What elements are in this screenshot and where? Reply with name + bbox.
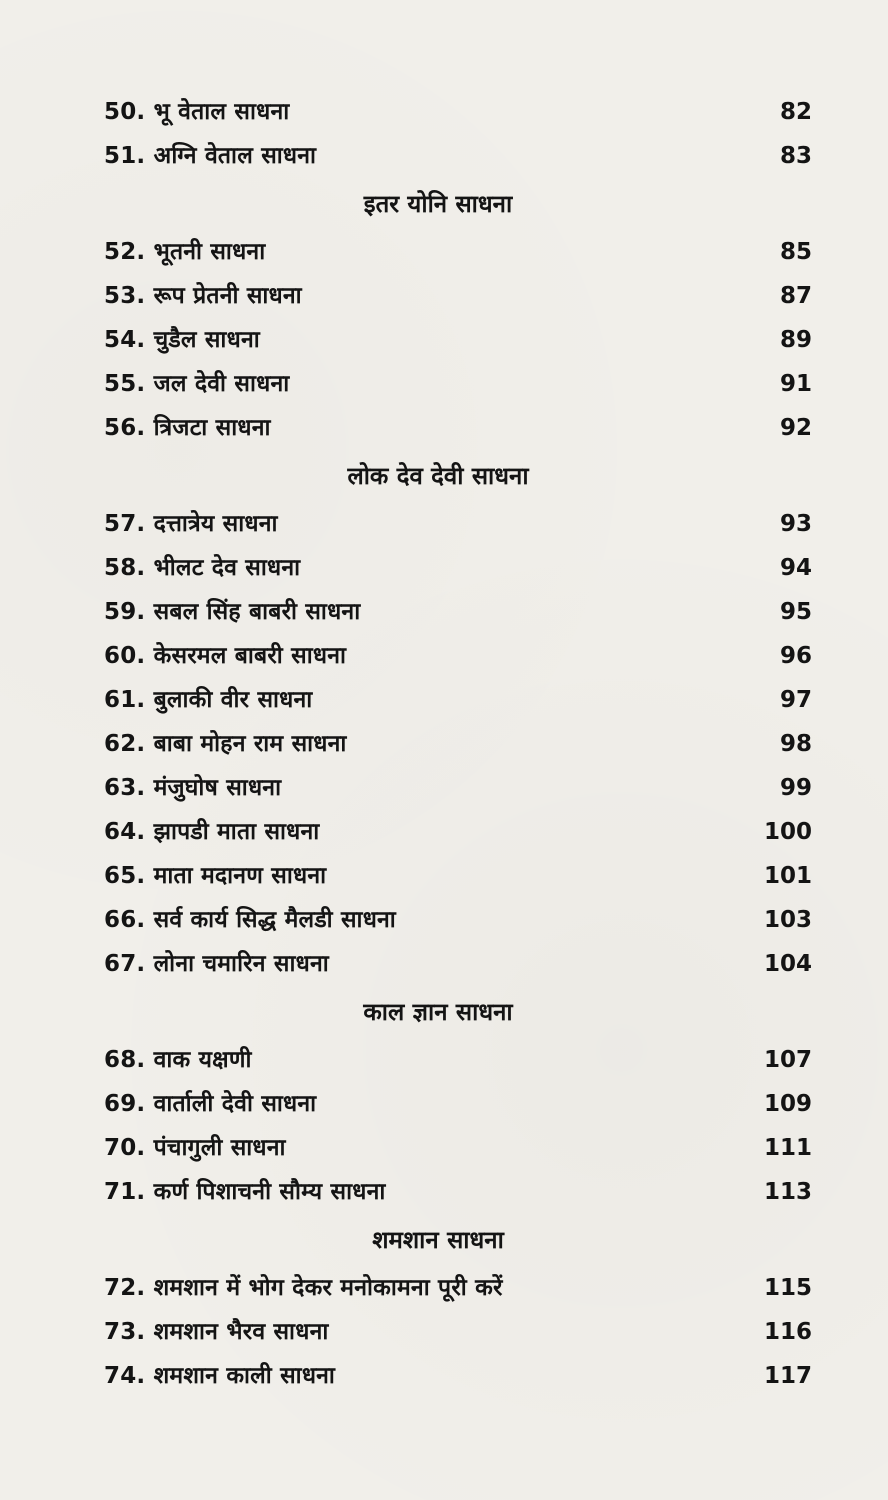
toc-entry-number: 74. bbox=[104, 1363, 146, 1389]
toc-entry-title bbox=[104, 854, 326, 898]
toc-entry-page-number: 100 bbox=[763, 819, 812, 845]
toc-entry bbox=[104, 898, 812, 942]
toc-entry-text: वाक यक्षणी bbox=[153, 1047, 252, 1073]
toc-entry bbox=[104, 1310, 812, 1354]
toc-entry bbox=[104, 1126, 812, 1170]
toc-entry bbox=[104, 134, 812, 178]
toc-entry-number: 73. bbox=[104, 1319, 146, 1345]
toc-entry-page-number: 87 bbox=[779, 283, 812, 309]
toc-entry bbox=[104, 502, 812, 546]
toc-entry-page-number: 82 bbox=[779, 99, 812, 125]
toc-entry-text: भीलट देव साधना bbox=[153, 555, 301, 581]
toc-entry bbox=[104, 942, 812, 986]
toc-entry bbox=[104, 546, 812, 590]
toc-entry bbox=[104, 722, 812, 766]
toc-entry-title bbox=[104, 1266, 503, 1310]
toc-entry-title bbox=[104, 502, 278, 546]
toc-entry bbox=[104, 406, 812, 450]
section-heading: शमशान साधना bbox=[372, 1226, 504, 1254]
toc-entry bbox=[104, 230, 812, 274]
toc-entry-text: रूप प्रेतनी साधना bbox=[153, 283, 302, 309]
toc-entry-number: 58. bbox=[104, 555, 146, 581]
toc-entry-page-number: 111 bbox=[763, 1135, 812, 1161]
toc-entry-title bbox=[104, 90, 289, 134]
toc-entry-page-number: 91 bbox=[779, 371, 812, 397]
toc-entry-number: 54. bbox=[104, 327, 146, 353]
toc-entry bbox=[104, 854, 812, 898]
toc-entry-title bbox=[104, 362, 289, 406]
toc-entry-page-number: 103 bbox=[763, 907, 812, 933]
toc-entry-page-number: 107 bbox=[763, 1047, 812, 1073]
toc-entry bbox=[104, 1354, 812, 1398]
toc-entry-number: 63. bbox=[104, 775, 146, 801]
toc-entry-number: 59. bbox=[104, 599, 146, 625]
toc-entry-text: भू वेताल साधना bbox=[153, 99, 290, 125]
toc-entry-text: त्रिजटा साधना bbox=[153, 415, 271, 441]
toc-entry bbox=[104, 1082, 812, 1126]
toc-entry-title bbox=[104, 1082, 316, 1126]
toc-entry-text: शमशान में भोग देकर मनोकामना पूरी करें bbox=[153, 1275, 503, 1301]
toc-entry-number: 62. bbox=[104, 731, 146, 757]
toc-entry-number: 72. bbox=[104, 1275, 146, 1301]
toc-entry-number: 52. bbox=[104, 239, 146, 265]
toc-entry-text: शमशान भैरव साधना bbox=[153, 1319, 329, 1345]
toc-entry-text: लोना चमारिन साधना bbox=[153, 951, 329, 977]
toc-entry bbox=[104, 90, 812, 134]
toc-entry-title bbox=[104, 590, 360, 634]
toc-entry-number: 71. bbox=[104, 1179, 146, 1205]
toc-entry-number: 64. bbox=[104, 819, 146, 845]
toc-entry-text: कर्ण पिशाचनी सौम्य साधना bbox=[153, 1179, 386, 1205]
toc-entry-number: 60. bbox=[104, 643, 146, 669]
toc-entry-text: बाबा मोहन राम साधना bbox=[153, 731, 347, 757]
toc-entry-text: माता मदानण साधना bbox=[153, 863, 327, 889]
toc-entry-number: 70. bbox=[104, 1135, 146, 1161]
toc-entry-page-number: 96 bbox=[779, 643, 812, 669]
toc-entry-text: चुडैल साधना bbox=[153, 327, 260, 353]
toc-entry-number: 50. bbox=[104, 99, 146, 125]
toc-entry bbox=[104, 1170, 812, 1214]
toc-entry-text: मंजुघोष साधना bbox=[153, 775, 282, 801]
toc-entry-number: 51. bbox=[104, 143, 146, 169]
toc-entry-title bbox=[104, 1354, 335, 1398]
table-of-contents bbox=[104, 90, 812, 1398]
toc-entry-title bbox=[104, 678, 312, 722]
toc-entry-page-number: 113 bbox=[763, 1179, 812, 1205]
toc-entry-text: सबल सिंह बाबरी साधना bbox=[153, 599, 361, 625]
toc-entry-text: शमशान काली साधना bbox=[153, 1363, 336, 1389]
toc-entry-title bbox=[104, 274, 302, 318]
toc-entry bbox=[104, 634, 812, 678]
toc-entry-text: दत्तात्रेय साधना bbox=[153, 511, 278, 537]
toc-entry-page-number: 116 bbox=[763, 1319, 812, 1345]
toc-entry-number: 65. bbox=[104, 863, 146, 889]
toc-entry-title bbox=[104, 942, 329, 986]
toc-entry-title bbox=[104, 318, 260, 362]
toc-entry bbox=[104, 766, 812, 810]
toc-entry bbox=[104, 1266, 812, 1310]
toc-entry-title bbox=[104, 1126, 286, 1170]
toc-entry-text: केसरमल बाबरी साधना bbox=[153, 643, 347, 669]
toc-entry-page-number: 101 bbox=[763, 863, 812, 889]
toc-entry-text: वार्ताली देवी साधना bbox=[153, 1091, 317, 1117]
toc-entry-page-number: 95 bbox=[779, 599, 812, 625]
toc-entry-text: सर्व कार्य सिद्ध मैलडी साधना bbox=[153, 907, 396, 933]
toc-entry-page-number: 99 bbox=[779, 775, 812, 801]
toc-entry-title bbox=[104, 134, 316, 178]
toc-entry bbox=[104, 810, 812, 854]
toc-entry-page-number: 115 bbox=[763, 1275, 812, 1301]
toc-entry bbox=[104, 1038, 812, 1082]
toc-entry bbox=[104, 274, 812, 318]
toc-entry-title bbox=[104, 546, 300, 590]
toc-entry bbox=[104, 318, 812, 362]
toc-entry-text: अग्नि वेताल साधना bbox=[153, 143, 317, 169]
toc-entry-page-number: 104 bbox=[763, 951, 812, 977]
toc-entry-number: 61. bbox=[104, 687, 146, 713]
toc-entry-number: 55. bbox=[104, 371, 146, 397]
toc-entry-title bbox=[104, 1310, 329, 1354]
toc-entry-number: 66. bbox=[104, 907, 146, 933]
toc-entry-page-number: 109 bbox=[763, 1091, 812, 1117]
toc-entry bbox=[104, 362, 812, 406]
toc-entry-text: बुलाकी वीर साधना bbox=[153, 687, 313, 713]
toc-entry-text: पंचागुली साधना bbox=[153, 1135, 286, 1161]
toc-entry-title bbox=[104, 634, 346, 678]
toc-entry-number: 53. bbox=[104, 283, 146, 309]
toc-entry-page-number: 94 bbox=[779, 555, 812, 581]
toc-entry-text: झापडी माता साधना bbox=[153, 819, 320, 845]
toc-entry-title bbox=[104, 810, 319, 854]
toc-entry-title bbox=[104, 406, 271, 450]
toc-entry-number: 56. bbox=[104, 415, 146, 441]
section-heading: काल ज्ञान साधना bbox=[363, 998, 513, 1026]
toc-entry-number: 68. bbox=[104, 1047, 146, 1073]
section-heading: लोक देव देवी साधना bbox=[347, 462, 529, 490]
toc-entry-title bbox=[104, 898, 396, 942]
toc-entry-page-number: 97 bbox=[779, 687, 812, 713]
toc-entry-title bbox=[104, 1038, 252, 1082]
toc-entry-page-number: 117 bbox=[763, 1363, 812, 1389]
toc-entry-page-number: 98 bbox=[779, 731, 812, 757]
toc-entry-page-number: 83 bbox=[779, 143, 812, 169]
toc-entry-title bbox=[104, 230, 265, 274]
toc-entry-page-number: 85 bbox=[779, 239, 812, 265]
toc-entry-page-number: 93 bbox=[779, 511, 812, 537]
toc-entry-number: 69. bbox=[104, 1091, 146, 1117]
toc-entry-title bbox=[104, 722, 347, 766]
toc-entry-title bbox=[104, 1170, 386, 1214]
toc-entry-text: भूतनी साधना bbox=[153, 239, 266, 265]
toc-entry-number: 67. bbox=[104, 951, 146, 977]
toc-entry-number: 57. bbox=[104, 511, 146, 537]
toc-entry-page-number: 92 bbox=[779, 415, 812, 441]
toc-entry-text: जल देवी साधना bbox=[153, 371, 290, 397]
toc-entry bbox=[104, 590, 812, 634]
toc-entry bbox=[104, 678, 812, 722]
section-heading: इतर योनि साधना bbox=[363, 190, 513, 218]
toc-entry-page-number: 89 bbox=[779, 327, 812, 353]
toc-entry-title bbox=[104, 766, 281, 810]
